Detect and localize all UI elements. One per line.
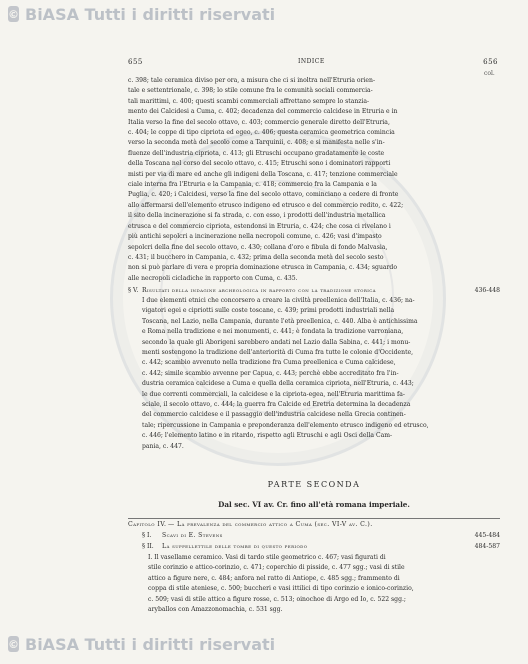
copyright-icon: © (8, 7, 19, 21)
text-line: c. 442; scambio avvenuto nella tradizione fra Cuma preellenica e Cuma calcidese, (142, 359, 396, 367)
text-line: c. 398; tale ceramica diviso per ora, a misura che ci si inoltra nell'Etruria orien- (128, 77, 376, 84)
text-line: tale e settentrionale, c. 398; lo stile comune fra le comunità sociali commercia- (128, 87, 373, 95)
section-label: § V. (128, 287, 139, 294)
text-line: etrusca e del commercio cipriota, estendonsi in Etruria, c. 424; che cosa ci rivelano i (128, 222, 391, 230)
text-line: verso la seconda metà del secolo come a Tarquinii, c. 408; e si manifesta nelle s'in- (128, 139, 385, 147)
text-line: Toscana, nel Lazio, nella Campania, durante l'età preellenica, c. 440. Alba è antichissima (142, 317, 418, 325)
text-line: mento dei Calcidesi a Cuma, c. 402; decadenza del commercio calcidese in Etruria e in (128, 108, 398, 116)
text-line: attico a figure nere, c. 484; anfora nel ratto di Antiope, c. 485 sgg.; frammento di (148, 574, 400, 582)
toc-section-range: 484-587 (474, 543, 500, 550)
toc-section-label: § I. (142, 532, 152, 539)
section-page-range: 436-448 (474, 287, 500, 294)
running-head (128, 58, 498, 72)
text-line: coppa di stile ateniese, c. 500; buccheri e vasi ittilici di tipo corinzio e ionico-corinzio, (148, 585, 414, 593)
text-line: non si può parlare di vera e propria dominazione etrusca in Campania, c. 434; sguardo (128, 264, 397, 272)
watermark-text-bottom: BiASA Tutti i diritti riservati (25, 634, 276, 654)
text-line: stile corinzio e attico-corinzio, c. 471; coperchio di pisside, c. 477 sgg.; vasi di stile (148, 564, 405, 572)
text-line: ciale interna fra l'Etruria e la Campania, c. 418; commercio fra la Campania e la (128, 181, 377, 189)
text-line: aryballos con Amazzonomachia, c. 531 sgg. (148, 606, 283, 614)
text-line: sepolcri della fine del secolo ottavo, c. 430; collana d'oro e fibula di fondo Malvasia, (128, 243, 388, 251)
text-line: Italia verso la fine del secolo ottavo, c. 403; commercio generale diretto dell'Etruria, (128, 118, 390, 126)
text-line: I. Il vasellame ceramico. Vasi di tardo stile geometrico c. 467; vasi figurati di (148, 554, 386, 561)
text-line: e Roma nella tradizione e nei monumenti, c. 441; è fondata la tradizione varroniana, (142, 328, 404, 336)
text-line: allo affermarsi dell'elemento etrusco indigeno ed etrusco e del commercio redito, c. 422; (128, 201, 404, 209)
text-line: del commercio calcidese e il passaggio dell'industria calcidese nella Grecia continen- (142, 411, 406, 419)
column-mark: col. (484, 70, 495, 77)
text-line: dustria ceramica calcidese a Cuma e quella della ceramica cipriota, nell'Etruria, c. 443; (142, 380, 414, 388)
text-line: alle necropoli cicladiche in rapporto con Cuma, c. 435. (128, 274, 298, 282)
text-line: secondo la quale gli Aborigeni sarebbero andati nel Lazio dalla Sabina, c. 441; i monu- (142, 338, 411, 346)
continued-paragraph (128, 76, 438, 284)
text-line: tale; ripercussione in Campania e preponderanza dell'elemento etrusco indigeno ed etrusco, (142, 421, 429, 429)
toc-section-label: § II. (142, 543, 154, 550)
text-line: Puglia, c. 420; i Calcidesi, verso la fine del secolo ottavo, cominciano a cedere di fronte (128, 191, 399, 199)
section-v-text (142, 296, 438, 452)
text-line: fluenze dell'industria cipriota, c. 413; gli Etruschi occupano gradatamente le coste (128, 149, 385, 157)
watermark-banner-top (8, 2, 276, 26)
text-line: c. 446; l'elemento latino e in ritardo, rispetto agli Etruschi e agli Osci della Cam- (142, 432, 393, 440)
text-line: tali marittimi, c. 400; questi scambi commerciali affrettano sempre lo stanzia- (128, 97, 370, 105)
text-line: della Toscana nel corso del secolo ottavo, c. 415; Etruschi sono i dominatori rapporti (128, 160, 391, 168)
text-line: c. 509; vasi di stile attico a figure rosse, c. 513; oinochoe di Argo ed Io, c. 522 sgg.; (148, 595, 406, 603)
copyright-icon: © (8, 637, 19, 651)
text-line: misti per via di mare ed anche gli indigeni della Toscana, c. 417; tenzione commerciale (128, 170, 398, 178)
chapter-items-text (148, 553, 440, 615)
toc-section-title: La suppellettile delle tombe di questo periodo (162, 543, 308, 550)
text-line: menti sostengono la tradizione dell'anteriorità di Cuma fra tutte le colonie d'Occidente, (142, 349, 414, 357)
chapter-title: — La prevalenza del commercio attico a Cuma (sec. VI-V av. C.). (168, 521, 373, 528)
page-number-left: 655 (128, 58, 143, 66)
section-title: Risultati della indagine archeologica in rapporto con la tradizione storica (142, 287, 376, 294)
text-line: c. 431; il bucchero in Campania, c. 432; prima della seconda metà del secolo sesto (128, 253, 384, 261)
text-line: il sito della incinerazione si fa strada, c. con esso, i prodotti dell'industria metallica (128, 212, 386, 220)
chapter-label: Capitolo IV. (128, 521, 167, 528)
toc-section-range: 445-484 (474, 532, 500, 539)
text-line: più antichi sepolcri a incinerazione nella necropoli comune, c. 426; vasi d'impasto (128, 233, 382, 241)
text-line: le due correnti commerciali, la calcidese e la cipriota-egea, nell'Etruria marittima fa- (142, 390, 405, 398)
text-line: I due elementi etnici che concorsero a creare la civiltà preellenica dell'Italia, c. 436; na- (142, 297, 415, 304)
running-title: INDICE (298, 58, 325, 65)
part-title: PARTE SECONDA (267, 480, 361, 489)
toc-section-title: Scavi di E. Stevens (162, 532, 223, 539)
watermark-banner-bottom (8, 632, 276, 656)
watermark-text-top: BiASA Tutti i diritti riservati (25, 4, 276, 24)
page-number-right: 656 (483, 58, 498, 66)
text-line: pania, c. 447. (142, 442, 184, 450)
part-subtitle: Dal sec. VI av. Cr. fino all'età romana imperiale. (218, 500, 410, 509)
text-line: c. 442; simile scambio avvenne per Capua, c. 443; perchè ebbe accreditato fra l'in- (142, 369, 399, 377)
text-line: c. 404; le coppe di tipo cipriota ed egeo, c. 406; questa ceramica geometrica comincia (128, 129, 395, 137)
divider (128, 518, 500, 519)
text-line: sciale, il secolo ottavo, c. 444; la guerra fra Calcide ed Eretria determina la decadenza (142, 401, 411, 409)
text-line: vigatori egei e cipriotti sulle coste toscane, c. 439; primi prodotti industriali nella (142, 307, 395, 315)
